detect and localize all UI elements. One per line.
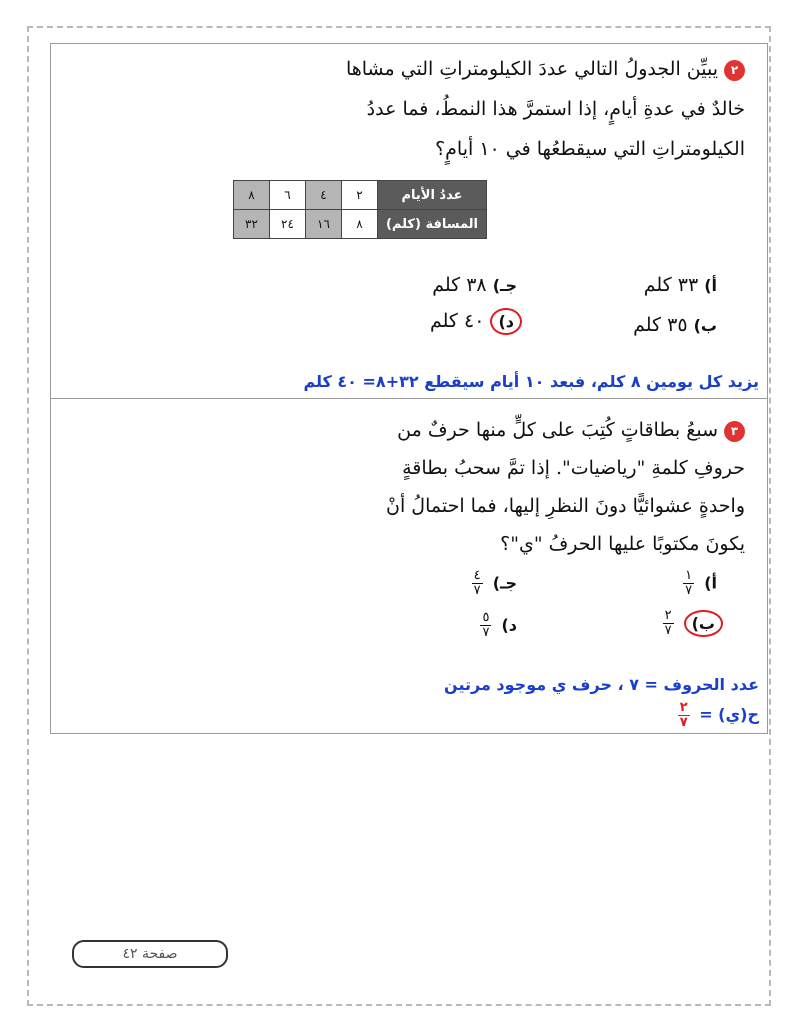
table-cell: ٢ xyxy=(342,181,378,210)
q2-line-1: ٣سبعُ بطاقاتٍ كُتِبَ على كلٍّ منها حرفٌ من xyxy=(397,417,745,443)
q1-option-a: أ) ٣٣ كلم xyxy=(643,274,717,296)
table-cell: ٤ xyxy=(306,181,342,210)
question-2 xyxy=(50,398,768,734)
fraction: $\frac{٤}{٧}$ xyxy=(473,568,481,598)
correct-answer-circle: ب) xyxy=(684,610,723,637)
q1-answer-note: يزيد كل يومين ٨ كلم، فبعد ١٠ أيام سيقطع ٣٢+٨= ٤٠ كلم xyxy=(303,372,759,391)
table-cell: ١٦ xyxy=(306,210,342,239)
table-cell: ٦ xyxy=(270,181,306,210)
q1-option-b: ب) ٣٥ كلم xyxy=(633,314,717,336)
page-number-label: صفحة ٤٢ xyxy=(72,940,228,968)
fraction: $\frac{٥}{٧}$ xyxy=(482,610,490,640)
table-header-days: عددُ الأيام xyxy=(378,181,487,210)
answer-fraction: $\frac{٢}{٧}$ xyxy=(679,700,688,730)
fraction: $\frac{٢}{٧}$ xyxy=(664,608,672,638)
q2-line-4: يكونَ مكتوبًا عليها الحرفُ "ي"؟ xyxy=(500,533,745,555)
table-cell: ٨ xyxy=(234,181,270,210)
table-header-distance: المسافة (كلم) xyxy=(378,210,487,239)
q1-option-d: د) ٤٠ كلم xyxy=(430,308,522,335)
table-cell: ٢٤ xyxy=(270,210,306,239)
q1-line-1: ٢يبيِّن الجدولُ التالي عددَ الكيلومتراتِ التي مشاها xyxy=(346,56,745,82)
table-row xyxy=(234,210,487,239)
q1-option-c: جـ) ٣٨ كلم xyxy=(432,274,517,296)
q2-answer-line-2: ح(ي) = $\frac{٢}{٧}$ xyxy=(679,700,759,730)
table-row xyxy=(234,181,487,210)
question-number-badge: ٣ xyxy=(724,421,745,442)
q2-option-a: أ) $\frac{١}{٧}$ xyxy=(685,568,717,598)
question-1 xyxy=(50,43,768,398)
days-distance-table xyxy=(233,180,487,239)
question-number-badge: ٢ xyxy=(724,60,745,81)
q2-option-b xyxy=(659,609,723,638)
q2-option-c: جـ) $\frac{٤}{٧}$ xyxy=(473,568,517,598)
q1-line-3: الكيلومتراتِ التي سيقطعُها في ١٠ أيامٍ؟ xyxy=(435,138,745,160)
table-cell: ٣٢ xyxy=(234,210,270,239)
correct-answer-circle: د) xyxy=(490,308,522,335)
q2-line-3: واحدةٍ عشوائيًّا دونَ النظرِ إليها، فما احتمالُ أنْ xyxy=(386,495,745,517)
q1-line-2: خالدٌ في عدةِ أيامٍ، إذا استمرَّ هذا النمطُ، فما عددُ xyxy=(366,98,745,120)
q2-line-2: حروفِ كلمةِ "رياضيات". إذا تمَّ سحبُ بطاقةٍ xyxy=(402,457,745,479)
q2-answer-line-1: عدد الحروف = ٧ ، حرف ي موجود مرتين xyxy=(444,675,759,694)
q2-option-d: د) $\frac{٥}{٧}$ xyxy=(482,610,517,640)
table-cell: ٨ xyxy=(342,210,378,239)
fraction: $\frac{١}{٧}$ xyxy=(685,568,693,598)
